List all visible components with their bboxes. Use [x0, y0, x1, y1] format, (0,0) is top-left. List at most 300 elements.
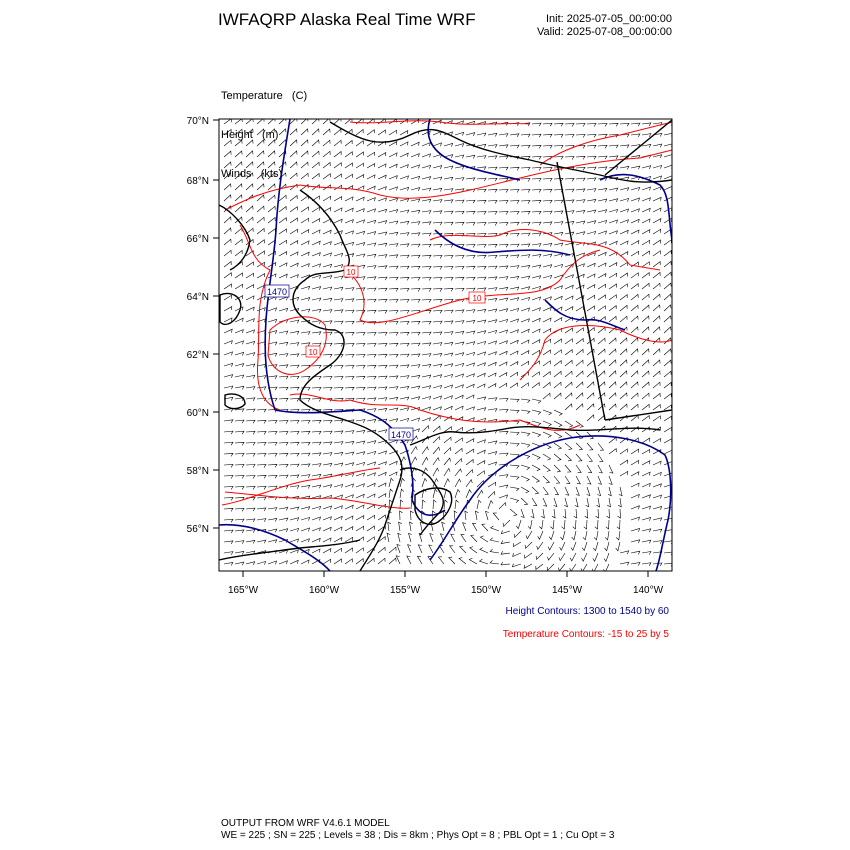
wind-barb: [499, 145, 508, 148]
wind-barb: [631, 251, 639, 256]
wind-barb: [598, 156, 607, 159]
wind-barb: [345, 321, 354, 324]
wind-barb: [576, 210, 585, 213]
wind-barb: [334, 129, 341, 135]
wind-barb: [400, 332, 409, 335]
wind-barb: [268, 497, 277, 500]
wind-barb: [400, 418, 409, 421]
wind-barb: [653, 165, 662, 168]
wind-barb: [433, 143, 442, 146]
lat-label: 56°N: [186, 524, 209, 535]
wind-barb: [499, 190, 508, 193]
wind-barb: [620, 284, 627, 289]
wind-barb: [411, 397, 420, 400]
wind-barb: [521, 465, 530, 470]
wind-barb: [418, 545, 422, 553]
wind-barb: [378, 376, 387, 379]
wind-barb: [466, 133, 475, 136]
wind-barb: [389, 187, 398, 190]
wind-barb: [224, 552, 233, 555]
wind-barb: [224, 476, 233, 479]
wind-barb: [279, 297, 288, 300]
wind-barb: [609, 145, 618, 148]
wind-barb: [541, 509, 544, 518]
wind-barb: [246, 273, 254, 278]
wind-barb: [433, 468, 439, 476]
wind-barb: [224, 508, 233, 511]
wind-barb: [521, 410, 530, 414]
wind-barb: [521, 244, 530, 247]
wind-barb: [323, 264, 332, 267]
wind-barb: [642, 187, 651, 190]
wind-barb: [543, 254, 552, 257]
wind-barb: [444, 200, 453, 203]
wind-barb: [521, 383, 528, 388]
wind-barb: [593, 553, 598, 561]
lon-label: 145°W: [551, 585, 583, 596]
wind-barb: [301, 196, 308, 201]
wind-barb: [246, 184, 253, 190]
wind-barb: [224, 130, 231, 136]
wind-barb: [565, 360, 572, 366]
wind-barb: [532, 157, 541, 160]
wind-barb: [664, 405, 671, 410]
wind-barb: [488, 189, 497, 192]
wind-barb: [246, 519, 255, 522]
wind-barb: [378, 462, 386, 465]
wind-barb: [587, 210, 596, 213]
wind-barb: [499, 298, 508, 301]
wind-barb: [378, 266, 387, 269]
wind-barb: [455, 256, 464, 259]
wind-barb: [268, 529, 277, 532]
wind-barb: [510, 443, 519, 446]
wind-barb: [356, 163, 364, 168]
wind-barb: [422, 177, 431, 180]
wind-barb: [499, 362, 507, 366]
wind-barb: [422, 222, 431, 225]
wind-barb: [301, 431, 310, 434]
wind-barb: [312, 230, 320, 234]
wind-barb: [444, 288, 453, 291]
wind-barb: [246, 296, 254, 300]
wind-barb: [246, 353, 255, 356]
wind-barb: [532, 454, 540, 459]
wind-barb: [356, 452, 365, 455]
wind-barb: [642, 472, 650, 476]
wind-barb: [279, 365, 288, 368]
wind-barb: [631, 209, 639, 212]
wind-barb: [532, 244, 541, 247]
wind-barb: [345, 242, 354, 245]
wind-barb: [290, 376, 299, 379]
wind-barb: [488, 373, 496, 377]
wind-barb: [356, 366, 365, 369]
wind-barb: [536, 553, 543, 559]
wind-barb: [235, 551, 244, 554]
wind-barb: [257, 376, 266, 379]
wind-barb: [499, 485, 508, 488]
wind-barb: [444, 143, 453, 146]
wind-barb: [246, 409, 255, 412]
wind-barb: [400, 176, 409, 179]
wind-barb: [246, 262, 254, 267]
wind-barb: [477, 200, 486, 203]
wind-barb: [477, 309, 486, 312]
nunivak-coast: [225, 394, 245, 409]
wind-barb: [444, 364, 453, 367]
wind-barb: [290, 560, 298, 564]
wind-barb: [488, 452, 497, 455]
wind-barb: [224, 307, 232, 311]
wind-barb: [575, 498, 578, 507]
wind-barb: [422, 188, 431, 191]
wind-barb: [290, 297, 299, 300]
wind-barb: [290, 263, 298, 267]
wind-barb: [477, 178, 486, 181]
lat-label: 60°N: [186, 408, 209, 419]
wind-barb: [367, 209, 376, 212]
wind-barb: [235, 454, 244, 457]
wind-barb: [664, 427, 672, 432]
wind-barb: [378, 494, 386, 498]
arctic-coast: [330, 122, 672, 182]
wind-barb: [367, 505, 375, 509]
wind-barb: [477, 320, 486, 323]
wind-barb: [554, 254, 563, 257]
wind-barb: [477, 277, 486, 280]
wind-barb: [422, 396, 431, 399]
wind-barb: [301, 230, 309, 234]
wind-barb: [554, 454, 561, 461]
wind-barb: [301, 129, 308, 135]
wind-barb: [301, 399, 310, 402]
wind-barb: [513, 542, 521, 547]
wind-barb: [554, 498, 557, 507]
wind-barb: [618, 498, 621, 507]
wind-barb: [301, 485, 310, 488]
wind-barb: [323, 506, 332, 509]
wind-barb: [235, 519, 244, 522]
wind-barb: [301, 517, 310, 520]
wind-barb: [664, 251, 671, 256]
wind-barb: [235, 307, 243, 311]
wind-barb: [323, 219, 331, 223]
lat-label: 58°N: [186, 466, 209, 477]
wind-barb: [334, 343, 343, 346]
wind-barb: [537, 542, 543, 549]
wind-barb: [594, 531, 598, 540]
wind-barb: [400, 153, 408, 157]
wind-barb: [422, 500, 425, 509]
wind-barb: [587, 306, 595, 311]
wind-barb: [576, 382, 583, 388]
height-contour-ne: [600, 175, 672, 240]
wind-barb: [631, 273, 638, 278]
wind-barb: [246, 341, 255, 344]
wind-barb: [378, 451, 387, 454]
wind-barb: [543, 476, 549, 483]
wind-barb: [488, 309, 497, 312]
chukotka-coast: [219, 205, 250, 270]
wind-barb: [619, 487, 622, 496]
wind-barb: [664, 439, 672, 443]
wind-barb: [488, 133, 497, 136]
wind-barb: [620, 449, 627, 454]
wind-barb: [389, 461, 397, 465]
wind-barb: [323, 354, 332, 357]
wind-barb: [334, 219, 342, 223]
wind-barb: [486, 511, 489, 520]
wind-barb: [290, 129, 297, 135]
wind-barb: [334, 265, 343, 268]
wind-barb: [235, 508, 244, 511]
wind-barb: [422, 154, 431, 157]
wind-barb: [224, 431, 233, 434]
wind-barb: [488, 362, 496, 366]
wind-barb: [488, 482, 496, 487]
wind-barb: [471, 535, 477, 542]
wind-barb: [499, 156, 508, 159]
wind-barb: [631, 529, 640, 532]
wind-barb: [400, 386, 409, 389]
wind-barb: [664, 261, 671, 267]
wind-barb: [554, 476, 560, 483]
wind-barb: [532, 383, 539, 388]
wind-barb: [532, 254, 541, 257]
wind-barb: [587, 156, 596, 159]
wind-barb: [609, 360, 616, 366]
wind-barb: [323, 332, 332, 335]
canada-border-ne: [605, 120, 672, 175]
wind-barb: [334, 516, 342, 520]
wind-barb: [593, 542, 598, 551]
wind-barb: [356, 209, 364, 212]
wind-barb: [642, 208, 650, 212]
wind-barb: [268, 218, 275, 224]
wind-barb: [388, 522, 391, 531]
wind-barb: [389, 558, 396, 564]
wind-barb: [334, 495, 343, 498]
wind-barb: [367, 333, 376, 336]
wind-barb: [598, 349, 605, 355]
wind-barb: [664, 272, 671, 278]
wind-barb: [444, 177, 453, 180]
wind-barb: [257, 420, 266, 423]
height-contour-north: [428, 119, 520, 180]
wind-barb: [466, 256, 475, 259]
wind-barb: [235, 140, 242, 146]
wind-barb: [587, 487, 590, 496]
lat-label: 64°N: [186, 292, 209, 303]
wind-barb: [268, 151, 275, 157]
wind-barb: [356, 494, 364, 498]
wind-barb: [433, 343, 442, 346]
wind-barb: [631, 294, 638, 300]
wind-barb: [433, 177, 442, 180]
wind-barb: [664, 507, 673, 510]
wind-barb: [490, 560, 499, 564]
lon-label: 150°W: [470, 585, 502, 596]
wind-barb: [312, 298, 321, 301]
wind-barb: [598, 252, 606, 256]
wind-barb: [235, 228, 242, 234]
wind-barb: [499, 410, 508, 413]
wind-barb: [399, 522, 402, 531]
wind-barb: [290, 421, 299, 424]
wind-barb: [653, 349, 660, 355]
wind-barb: [510, 372, 518, 377]
wind-barb: [631, 563, 640, 566]
wind-barb: [466, 384, 474, 388]
wind-barb: [598, 360, 605, 366]
wind-barb: [356, 220, 365, 223]
wind-barb: [235, 352, 244, 355]
wind-barb: [532, 200, 541, 203]
wind-barb: [653, 382, 660, 388]
wind-barb: [444, 211, 453, 214]
wind-barb: [587, 393, 594, 399]
wind-barb: [433, 458, 439, 465]
wind-barb: [389, 397, 398, 400]
wind-barb: [493, 513, 499, 520]
wind-barb: [411, 386, 420, 389]
wind-barb: [664, 450, 672, 454]
wind-barb: [257, 508, 266, 511]
lon-label: 165°W: [227, 585, 259, 596]
wind-barb: [444, 406, 452, 410]
wind-barb: [598, 274, 606, 278]
wind-barb: [543, 200, 552, 203]
wind-barb: [433, 385, 442, 388]
wind-barb: [356, 420, 365, 423]
wind-barb: [257, 229, 264, 235]
wind-barb: [345, 355, 354, 358]
wind-barb: [422, 418, 430, 421]
wind-barb: [356, 516, 364, 520]
wind-barb: [422, 457, 428, 465]
wind-barb: [433, 437, 440, 443]
wind-barb: [290, 229, 298, 234]
wind-barb: [488, 320, 497, 323]
wind-barb: [532, 399, 541, 403]
wind-barb: [499, 373, 507, 377]
wind-barb: [433, 396, 442, 399]
wind-barb: [235, 476, 244, 479]
wind-barb: [565, 200, 574, 203]
wind-barb: [268, 229, 275, 234]
wind-barb: [587, 221, 596, 224]
wind-barb: [312, 241, 320, 245]
lat-label: 70°N: [186, 116, 209, 127]
wind-barb: [312, 140, 319, 146]
wind-barb: [224, 352, 233, 355]
wind-barb: [488, 277, 497, 280]
temp-contour-top: [350, 121, 530, 125]
wind-barb: [444, 342, 453, 345]
wind-barb: [400, 489, 404, 498]
wind-barb: [576, 200, 585, 203]
lat-label: 68°N: [186, 176, 209, 187]
wind-barb: [554, 421, 562, 427]
wind-barb: [539, 520, 543, 529]
wind-barb: [224, 140, 231, 146]
wind-barb: [411, 199, 420, 202]
wind-barb: [631, 305, 638, 311]
wind-barb: [246, 206, 253, 212]
wind-barb: [585, 509, 588, 518]
wind-barb: [642, 251, 650, 256]
wind-barb: [279, 173, 286, 179]
wind-barb: [400, 142, 408, 146]
wind-barb: [477, 341, 486, 344]
wind-barb: [268, 162, 275, 168]
wind-barb: [235, 284, 243, 289]
wind-barb: [345, 495, 353, 498]
wind-barb: [653, 416, 660, 421]
wind-barb: [301, 298, 310, 301]
wind-barb: [477, 352, 486, 355]
wind-barb: [444, 468, 450, 476]
wind-barb: [257, 465, 266, 468]
wind-barb: [444, 500, 448, 509]
wind-barb: [400, 397, 409, 400]
wind-barb: [466, 178, 475, 181]
wind-barb: [246, 307, 254, 311]
wind-barb: [463, 523, 466, 531]
wind-barb: [345, 152, 352, 157]
wind-barb: [576, 454, 582, 461]
wind-barb: [268, 184, 275, 190]
wind-barb: [334, 287, 343, 290]
wind-barb: [268, 376, 277, 379]
wind-barb: [378, 483, 386, 487]
wind-barb: [290, 464, 299, 467]
wind-barb: [488, 341, 497, 344]
wind-barb: [323, 310, 332, 313]
wind-barb: [356, 462, 365, 465]
wind-barb: [312, 174, 319, 180]
wind-barb: [224, 239, 231, 245]
wind-barb: [323, 196, 331, 201]
wind-barb: [554, 361, 561, 366]
wind-barb: [664, 327, 671, 333]
wind-barb: [367, 164, 375, 168]
longitude-axis: [228, 571, 664, 596]
wind-barb: [477, 156, 486, 159]
wind-barb: [664, 240, 671, 245]
wind-barb: [323, 442, 332, 445]
wind-barb: [620, 393, 627, 399]
wind-barb: [444, 437, 451, 443]
wind-barb: [664, 349, 671, 355]
wind-barb: [565, 328, 573, 333]
wind-barb: [411, 120, 419, 124]
wind-barb: [246, 431, 255, 434]
wind-barb: [356, 441, 365, 444]
wind-barb: [378, 430, 387, 433]
wind-barb: [323, 230, 331, 234]
wind-barb: [532, 286, 541, 289]
wind-barb: [587, 371, 594, 377]
wind-barb: [477, 288, 486, 291]
height-contour-gulf: [430, 436, 671, 571]
wind-barb: [455, 427, 463, 432]
wind-barb: [653, 461, 661, 465]
wind-barb: [268, 540, 277, 543]
wind-barb: [642, 483, 650, 487]
wind-barb: [576, 221, 585, 224]
